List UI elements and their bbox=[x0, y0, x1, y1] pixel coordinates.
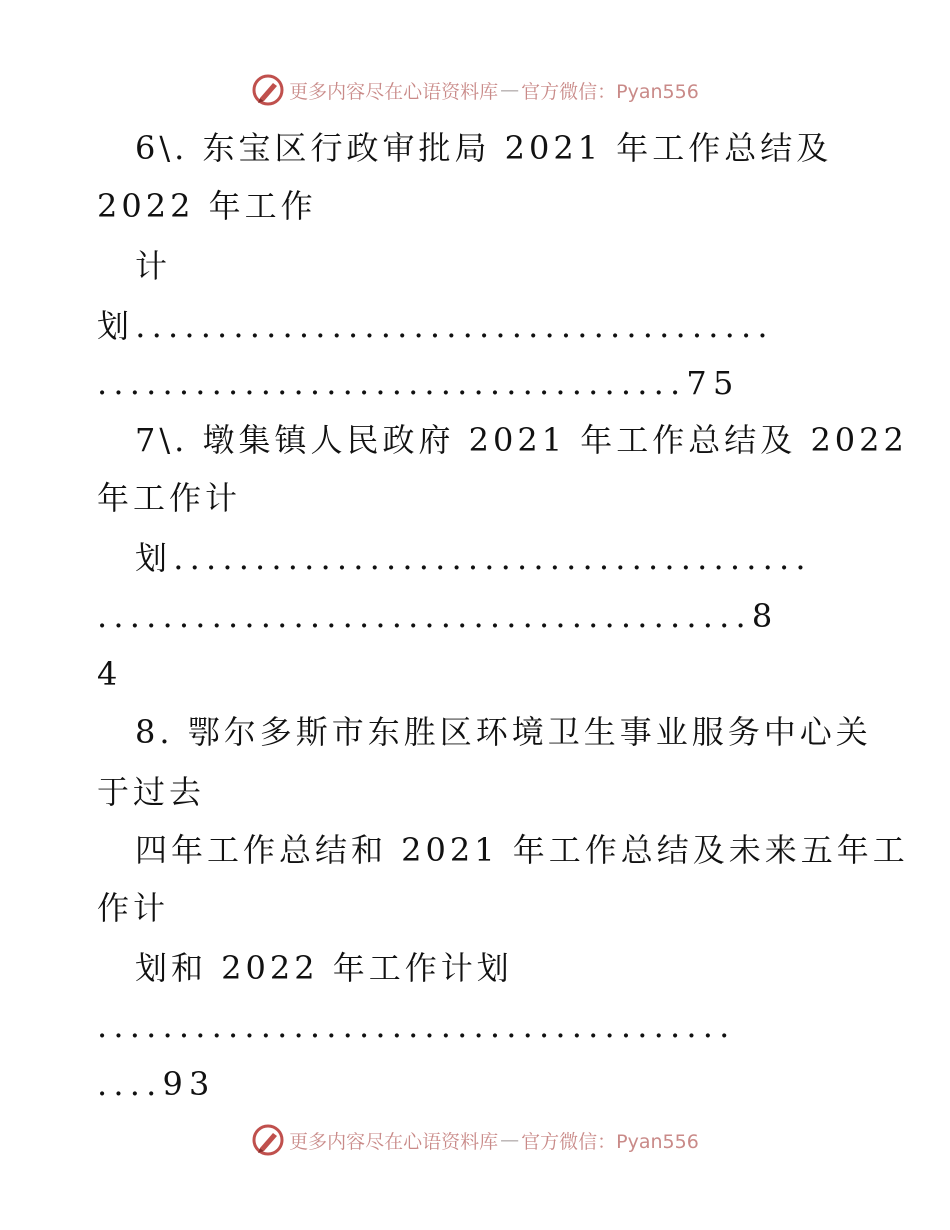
toc-entry-8-line-4: 作计 bbox=[97, 889, 170, 927]
toc-entry-8-leader-2: ....93 bbox=[97, 1065, 216, 1103]
toc-entry-8-line-2: 于过去 bbox=[97, 773, 206, 811]
watermark-suffix: 官方微信：Pyan556 bbox=[521, 80, 699, 103]
pen-logo-icon bbox=[251, 1123, 285, 1157]
toc-entry-7-page: 4 bbox=[97, 655, 122, 693]
toc-entry-6-line-3: 计 bbox=[135, 247, 172, 285]
toc-entry-6-leader-2: ....................................75 bbox=[97, 364, 740, 402]
toc-entry-8-line-1: 8. 鄂尔多斯市东胜区环境卫生事业服务中心关 bbox=[135, 713, 872, 751]
toc-entry-7-line-1: 7\. 墩集镇人民政府 2021 年工作总结及 2022 bbox=[135, 421, 908, 459]
toc-entry-7-leader-1: 划....................................... bbox=[135, 539, 812, 577]
watermark-dash: — bbox=[500, 79, 520, 101]
toc-entry-7-line-2: 年工作计 bbox=[97, 479, 242, 517]
toc-entry-6-line-1: 6\. 东宝区行政审批局 2021 年工作总结及 bbox=[135, 129, 833, 167]
toc-entry-8-line-3: 四年工作总结和 2021 年工作总结及未来五年工 bbox=[135, 831, 909, 869]
toc-entry-8-leader-1: ....................................... bbox=[97, 1007, 736, 1045]
watermark-text: 更多内容尽在心语资料库 bbox=[289, 80, 499, 103]
toc-entry-8-line-5: 划和 2022 年工作计划 bbox=[135, 949, 513, 987]
footer-watermark bbox=[0, 1120, 950, 1160]
toc-entry-6-line-2: 2022 年工作 bbox=[97, 187, 317, 225]
toc-entry-6-leader-1: 划....................................... bbox=[97, 307, 774, 345]
header-watermark bbox=[0, 70, 950, 110]
toc-entry-7-leader-2: ........................................8 bbox=[97, 597, 779, 635]
watermark-dash: — bbox=[500, 1129, 520, 1151]
pen-logo-icon bbox=[251, 73, 285, 107]
watermark-text: 更多内容尽在心语资料库 bbox=[289, 1130, 499, 1153]
watermark-suffix: 官方微信：Pyan556 bbox=[521, 1130, 699, 1153]
